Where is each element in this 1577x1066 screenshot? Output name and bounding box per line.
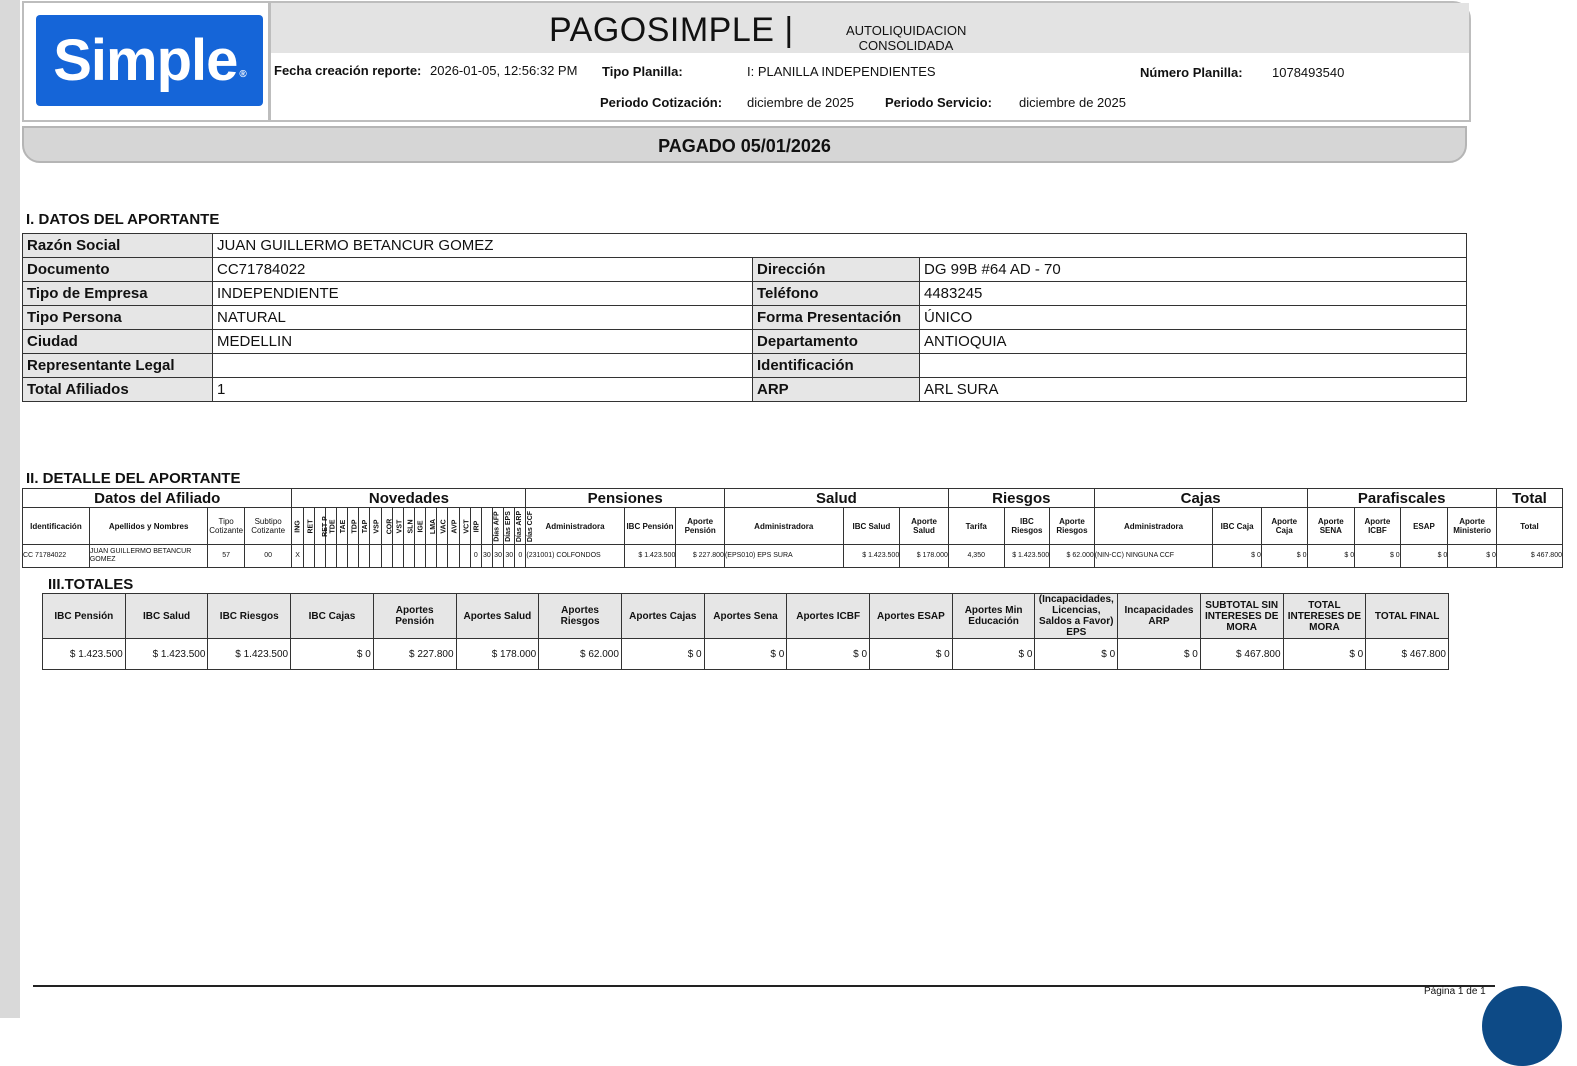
cell-adm-caja: (NIN-CC) NINGUNA CCF <box>1094 545 1213 568</box>
cell-aporte-ministerio: $ 0 <box>1448 545 1497 568</box>
periodo-servicio-label: Periodo Servicio: <box>885 95 992 110</box>
col-aporte-salud: Aporte Salud <box>900 508 949 545</box>
group-header-row <box>23 489 1563 508</box>
totales-header-cell: Aportes ICBF <box>787 594 870 639</box>
field-value: ANTIOQUIA <box>920 330 1467 354</box>
novedad-label: COR <box>385 518 393 535</box>
payment-status-banner: PAGADO 05/01/2026 <box>22 126 1467 163</box>
table-row <box>23 258 1467 282</box>
numero-planilla-value: 1078493540 <box>1272 65 1345 80</box>
cell-aporte-sena: $ 0 <box>1307 545 1355 568</box>
footer-rule <box>33 985 1495 987</box>
novedad-label: IGE <box>417 520 425 533</box>
cell-ibc-caja: $ 0 <box>1213 545 1262 568</box>
novedad-label: IRP <box>473 520 481 533</box>
field-label: Total Afiliados <box>23 378 213 402</box>
field-value: ARL SURA <box>920 378 1467 402</box>
col-ibc-riesgos: IBC Riesgos <box>1004 508 1050 545</box>
col-tarifa: Tarifa <box>948 508 1004 545</box>
col-novedad <box>381 508 392 545</box>
cell-novedad: 0 <box>515 545 526 568</box>
novedad-label: LMA <box>430 518 438 535</box>
col-novedad <box>426 508 437 545</box>
col-novedad <box>314 508 329 545</box>
cell-subtipo-cotizante: 00 <box>244 545 292 568</box>
group-total: Total <box>1496 489 1562 508</box>
cell-esap: $ 0 <box>1400 545 1448 568</box>
novedad-label: Días AFP <box>493 511 501 542</box>
field-value <box>213 354 753 378</box>
field-value <box>920 354 1467 378</box>
field-label: Documento <box>23 258 213 282</box>
col-novedad <box>359 508 370 545</box>
col-aporte-riesgos: Aporte Riesgos <box>1050 508 1095 545</box>
field-value: MEDELLIN <box>213 330 753 354</box>
totales-header-cell: SUBTOTAL SIN INTERESES DE MORA <box>1200 594 1283 639</box>
field-label: Teléfono <box>753 282 920 306</box>
group-cajas: Cajas <box>1094 489 1307 508</box>
col-identificacion: Identificación <box>23 508 90 545</box>
col-adm-caja: Administradora <box>1094 508 1213 545</box>
totales-value-cell: $ 227.800 <box>373 639 456 670</box>
fecha-value: 2026-01-05, 12:56:32 PM <box>430 63 578 78</box>
novedad-label: VST <box>396 519 404 534</box>
novedad-label: Días EPS <box>504 511 512 542</box>
cell-adm-salud: (EPS010) EPS SURA <box>724 545 843 568</box>
col-ibc-salud: IBC Salud <box>843 508 900 545</box>
col-aporte-icbf: Aporte ICBF <box>1355 508 1401 545</box>
totales-value-cell: $ 0 <box>952 639 1035 670</box>
col-novedad <box>459 508 470 545</box>
cell-aporte-icbf: $ 0 <box>1355 545 1401 568</box>
cell-novedad: 30 <box>504 545 515 568</box>
col-novedad <box>403 508 414 545</box>
field-label: Forma Presentación <box>753 306 920 330</box>
cell-tipo-cotizante: 57 <box>208 545 244 568</box>
col-novedad <box>303 508 314 545</box>
cell-tarifa: 4,350 <box>948 545 1004 568</box>
totales-header-cell: TOTAL FINAL <box>1366 594 1449 639</box>
table-row <box>23 306 1467 330</box>
report-header <box>22 1 1471 122</box>
col-novedad <box>415 508 426 545</box>
field-value: 1 <box>213 378 753 402</box>
field-label: Departamento <box>753 330 920 354</box>
subtitle-line-2: CONSOLIDADA <box>858 38 954 53</box>
col-esap: ESAP <box>1400 508 1448 545</box>
cell-novedad <box>303 545 314 568</box>
totales-header-cell: Incapacidades ARP <box>1118 594 1201 639</box>
totales-header-cell: Aportes Pensión <box>373 594 456 639</box>
field-value: 4483245 <box>920 282 1467 306</box>
col-novedad <box>337 508 348 545</box>
totales-value-cell: $ 178.000 <box>456 639 539 670</box>
cell-novedad: 0 <box>470 545 481 568</box>
col-aporte-sena: Aporte SENA <box>1307 508 1355 545</box>
totales-header-cell: Aportes Riesgos <box>539 594 622 639</box>
column-header-row <box>23 508 1563 545</box>
col-total: Total <box>1496 508 1562 545</box>
col-aporte-ministerio: Aporte Ministerio <box>1448 508 1497 545</box>
cell-novedad <box>437 545 448 568</box>
novedad-label: SLN <box>407 519 415 534</box>
col-adm-pension: Administradora <box>526 508 624 545</box>
page-subtitle <box>846 23 966 53</box>
field-label: ARP <box>753 378 920 402</box>
col-subtipo-cotizante: Subtipo Cotizante <box>244 508 292 545</box>
totales-header-cell: IBC Pensión <box>43 594 126 639</box>
logo-text: Simple <box>53 28 238 93</box>
totales-header-cell: Aportes Min Educación <box>952 594 1035 639</box>
totales-values-row <box>43 639 1449 670</box>
cell-novedad <box>348 545 359 568</box>
field-value: JUAN GUILLERMO BETANCUR GOMEZ <box>213 234 1467 258</box>
cell-ibc-salud: $ 1.423.500 <box>843 545 900 568</box>
totales-header-cell: IBC Riesgos <box>208 594 291 639</box>
totales-value-cell: $ 0 <box>621 639 704 670</box>
novedad-label: ING <box>295 520 303 533</box>
novedad-label: TAE <box>340 519 348 534</box>
subtitle-line-1: AUTOLIQUIDACION <box>846 23 967 38</box>
detalle-aportante-table <box>22 488 1563 568</box>
col-novedad <box>348 508 359 545</box>
col-novedad <box>292 508 303 545</box>
section1-title: I. DATOS DEL APORTANTE <box>26 211 220 228</box>
col-aporte-pension: Aporte Pensión <box>676 508 725 545</box>
col-ibc-pension: IBC Pensión <box>624 508 676 545</box>
cell-novedad: 30 <box>481 545 492 568</box>
totales-value-cell: $ 62.000 <box>539 639 622 670</box>
col-novedad <box>448 508 459 545</box>
field-value: DG 99B #64 AD - 70 <box>920 258 1467 282</box>
totales-header-cell: IBC Salud <box>125 594 208 639</box>
field-label: Dirección <box>753 258 920 282</box>
cell-aporte-riesgos: $ 62.000 <box>1050 545 1095 568</box>
group-novedades: Novedades <box>292 489 526 508</box>
logo-container <box>24 3 271 120</box>
totales-value-cell: $ 0 <box>1035 639 1118 670</box>
totales-header-cell: (Incapacidades, Licencias, Saldos a Favor) EPS <box>1035 594 1118 639</box>
novedad-label: VAC <box>440 519 448 534</box>
totales-value-cell: $ 0 <box>704 639 787 670</box>
tipo-planilla-label: Tipo Planilla: <box>602 64 683 79</box>
novedad-label: TDP <box>351 519 359 534</box>
page-title: PAGOSIMPLE | <box>549 11 794 49</box>
totales-value-cell: $ 467.800 <box>1366 639 1449 670</box>
periodo-cotizacion-label: Periodo Cotización: <box>600 95 723 110</box>
col-aporte-caja: Aporte Caja <box>1261 508 1307 545</box>
totales-value-cell: $ 1.423.500 <box>125 639 208 670</box>
page-number: Página 1 de 1 <box>1424 986 1486 997</box>
totales-header-row <box>43 594 1449 639</box>
cell-novedad <box>426 545 437 568</box>
datos-aportante-table <box>22 233 1467 402</box>
col-novedad <box>470 508 481 545</box>
group-riesgos: Riesgos <box>948 489 1094 508</box>
tipo-planilla-value: I: PLANILLA INDEPENDIENTES <box>747 64 936 79</box>
novedad-label: RET P <box>321 516 329 537</box>
field-label: Razón Social <box>23 234 213 258</box>
totales-header-cell: Aportes Salud <box>456 594 539 639</box>
field-label: Representante Legal <box>23 354 213 378</box>
table-row <box>23 378 1467 402</box>
cell-novedad <box>337 545 348 568</box>
novedad-label: TAP <box>362 519 370 534</box>
field-value: NATURAL <box>213 306 753 330</box>
numero-planilla-label: Número Planilla: <box>1140 65 1243 80</box>
cell-total: $ 467.800 <box>1496 545 1562 568</box>
cell-novedad <box>415 545 426 568</box>
cell-adm-pension: (231001) COLFONDOS <box>526 545 624 568</box>
table-row <box>23 282 1467 306</box>
fecha-label: Fecha creación reporte: <box>274 63 422 78</box>
totales-value-cell: $ 467.800 <box>1200 639 1283 670</box>
cell-novedad <box>370 545 381 568</box>
totales-value-cell: $ 0 <box>870 639 953 670</box>
field-label: Ciudad <box>23 330 213 354</box>
registered-mark: ® <box>239 69 246 80</box>
field-label: Identificación <box>753 354 920 378</box>
table-row <box>23 234 1467 258</box>
periodo-servicio-value: diciembre de 2025 <box>1019 95 1126 110</box>
field-value: ÚNICO <box>920 306 1467 330</box>
cell-aporte-pension: $ 227.800 <box>676 545 725 568</box>
totales-value-cell: $ 0 <box>291 639 374 670</box>
novedad-label: VSP <box>373 519 381 534</box>
cell-novedad <box>314 545 325 568</box>
novedad-label: TDE <box>329 519 337 534</box>
section2-title: II. DETALLE DEL APORTANTE <box>26 470 241 487</box>
col-novedad <box>437 508 448 545</box>
cell-identificacion: CC 71784022 <box>23 545 90 568</box>
field-label: Tipo Persona <box>23 306 213 330</box>
totales-header-cell: IBC Cajas <box>291 594 374 639</box>
totales-value-cell: $ 0 <box>787 639 870 670</box>
totales-header-cell: TOTAL INTERESES DE MORA <box>1283 594 1366 639</box>
cell-novedad <box>459 545 470 568</box>
cell-novedad <box>403 545 414 568</box>
novedad-label: VCT <box>463 519 471 534</box>
col-tipo-cotizante: Tipo Cotizante <box>208 508 244 545</box>
group-salud: Salud <box>724 489 948 508</box>
table-row <box>23 545 1563 568</box>
simple-logo <box>36 15 263 106</box>
totales-header-cell: Aportes Sena <box>704 594 787 639</box>
cell-apellidos: JUAN GUILLERMO BETANCUR GOMEZ <box>89 545 208 568</box>
section3-title: III.TOTALES <box>48 576 134 593</box>
novedad-label: AVP <box>451 519 459 534</box>
col-ibc-caja: IBC Caja <box>1213 508 1262 545</box>
corner-circle-badge <box>1482 986 1562 1066</box>
field-value: INDEPENDIENTE <box>213 282 753 306</box>
cell-novedad <box>325 545 336 568</box>
cell-novedad: X <box>292 545 303 568</box>
group-datos-afiliado: Datos del Afiliado <box>23 489 292 508</box>
totales-value-cell: $ 0 <box>1118 639 1201 670</box>
col-novedad <box>370 508 381 545</box>
col-adm-salud: Administradora <box>724 508 843 545</box>
col-novedad <box>481 508 501 545</box>
col-apellidos: Apellidos y Nombres <box>89 508 208 545</box>
cell-novedad <box>359 545 370 568</box>
cell-ibc-riesgos: $ 1.423.500 <box>1004 545 1050 568</box>
group-pensiones: Pensiones <box>526 489 725 508</box>
table-row <box>23 330 1467 354</box>
totales-header-cell: Aportes Cajas <box>621 594 704 639</box>
cell-aporte-caja: $ 0 <box>1261 545 1307 568</box>
totales-value-cell: $ 1.423.500 <box>208 639 291 670</box>
group-parafiscales: Parafiscales <box>1307 489 1496 508</box>
novedad-label: Días CCF <box>527 510 535 543</box>
cell-aporte-salud: $ 178.000 <box>900 545 949 568</box>
field-value: CC71784022 <box>213 258 753 282</box>
cell-novedad: 30 <box>493 545 504 568</box>
cell-ibc-pension: $ 1.423.500 <box>624 545 676 568</box>
cell-novedad <box>381 545 392 568</box>
periodo-cotizacion-value: diciembre de 2025 <box>747 95 854 110</box>
totales-table <box>42 593 1449 670</box>
totales-value-cell: $ 0 <box>1283 639 1366 670</box>
totales-value-cell: $ 1.423.500 <box>43 639 126 670</box>
cell-novedad <box>448 545 459 568</box>
field-label: Tipo de Empresa <box>23 282 213 306</box>
novedad-label: RET <box>307 519 315 534</box>
cell-novedad <box>392 545 403 568</box>
left-margin-bar <box>0 0 20 1018</box>
table-row <box>23 354 1467 378</box>
novedad-label: Días ARP <box>516 510 524 543</box>
totales-header-cell: Aportes ESAP <box>870 594 953 639</box>
